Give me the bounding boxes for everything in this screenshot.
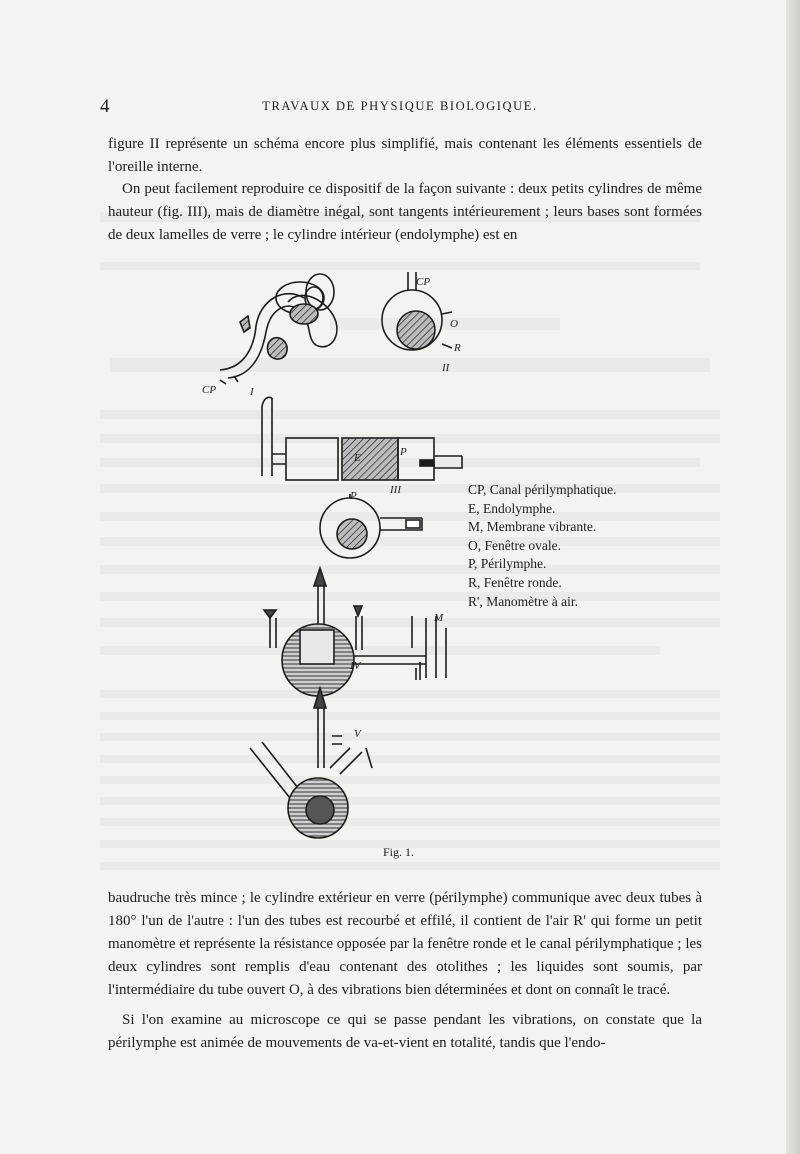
label-iv: IV <box>350 660 361 672</box>
legend-item: CP, Canal périlymphatique. <box>468 482 617 497</box>
legend-item: E, Endolymphe. <box>468 500 556 516</box>
figure-legend <box>468 481 617 611</box>
label-cp: CP <box>202 384 217 396</box>
paragraph-2: On peut facilement reproduire ce dispositif de la façon suivante : deux petits cylindres de même hauteur (fig. III), mais de diamètre inégal, sont tangents intérieurement ; leurs bases sont formées de deux lamelles de verre ; le cylindre intérieur (endolymphe) est en <box>108 181 702 243</box>
paragraph-4: Si l'on examine au microscope ce qui se passe pendant les vibrations, on constate que la périlymphe est animée de mouvements de va-et-vient en totalité, tandis que l'endo- <box>108 1012 702 1051</box>
legend-item: M, Membrane vibrante. <box>468 519 597 535</box>
label-e: E <box>354 452 361 464</box>
figure-i-labyrinth <box>220 274 337 384</box>
figure-ear-diagrams <box>190 258 490 848</box>
label-p-fig3: P <box>350 490 357 502</box>
legend-item: P, Périlymphe. <box>468 556 547 572</box>
paragraph-1: figure II représente un schéma encore plus simplifié, mais contenant les éléments essentiels de l'oreille interne. <box>108 136 702 175</box>
label-v: V <box>354 728 361 740</box>
page-edge-shadow <box>786 0 800 1154</box>
figure-drawings <box>190 258 490 848</box>
label-cp-fig2: CP <box>416 276 431 288</box>
label-o: O <box>450 318 458 330</box>
figure-v-apparatus <box>250 688 372 838</box>
figure-caption: Fig. 1. <box>383 845 415 859</box>
legend-item: R', Manomètre à air. <box>468 593 579 609</box>
label-r: R <box>454 342 461 354</box>
paragraph-3: baudruche très mince ; le cylindre extérieur en verre (périlymphe) communique avec deux tubes à 180° l'un de l'autre : l'un des tubes est recourbé et effilé, il contient de l'air R' qui forme un petit manomètre et représente la résistance opposée par la fenêtre ronde et le canal périlymphatique ; les deux cylindres sont remplis d'eau contenant des otolithes ; les liquides sont soumis, par l'intermédiaire du tube ouvert O, à des vibrations bien déterminées et dont on connaît le tracé. <box>108 890 702 998</box>
legend-item: O, Fenêtre ovale. <box>468 537 561 553</box>
running-title: TRAVAUX DE PHYSIQUE BIOLOGIQUE. <box>262 99 538 113</box>
label-iii: III <box>390 484 401 496</box>
running-head <box>100 96 700 118</box>
legend-item: R, Fenêtre ronde. <box>468 574 562 590</box>
figure-iv-apparatus <box>264 568 446 696</box>
label-p: P <box>400 446 407 458</box>
label-i: I <box>250 386 254 398</box>
label-ii: II <box>442 362 450 374</box>
label-m: M <box>434 612 444 624</box>
page-number: 4 <box>100 96 110 117</box>
figure-iii-cylinders <box>262 397 462 558</box>
